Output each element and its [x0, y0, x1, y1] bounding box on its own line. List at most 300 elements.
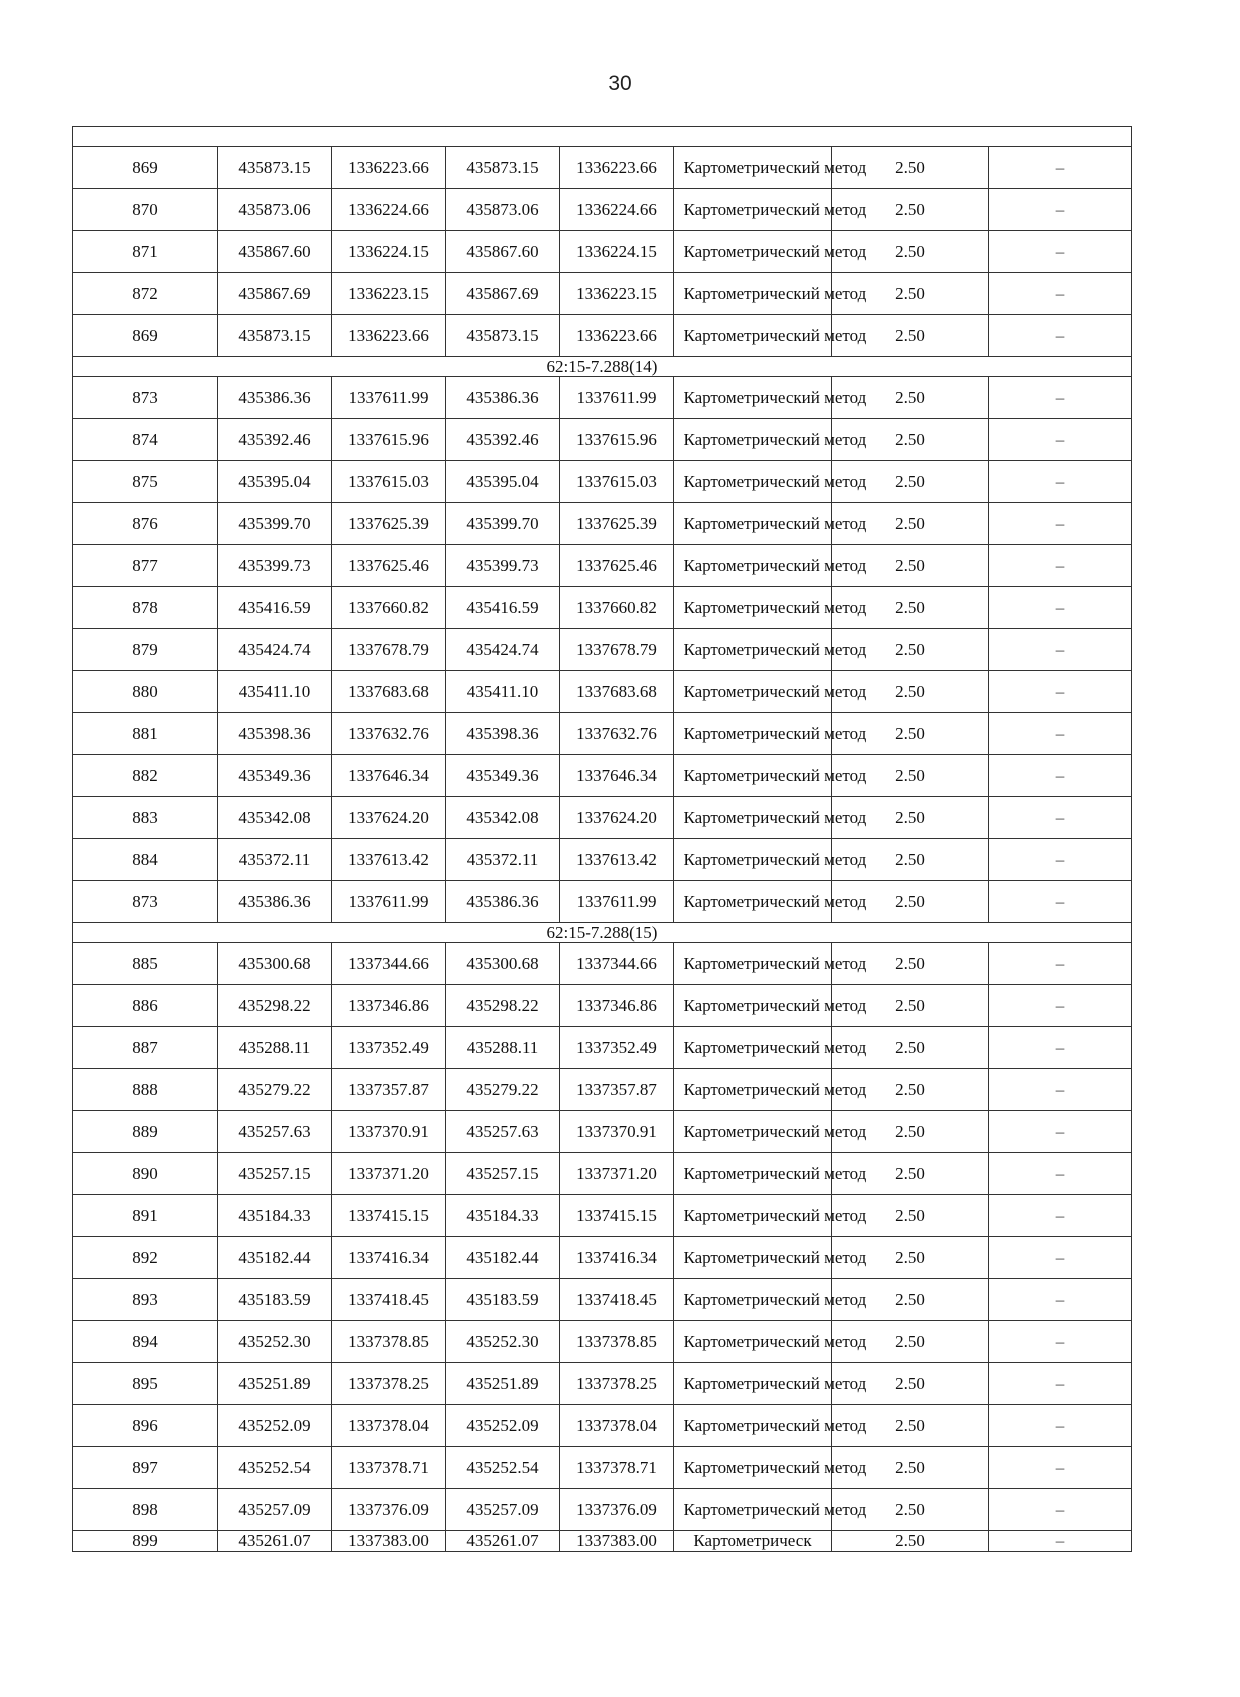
method-text: Картометрический метод [683, 1374, 867, 1393]
section-header-row [73, 357, 1132, 377]
y-existing-cell: 1337632.76 [332, 713, 446, 755]
description-cell: – [989, 503, 1132, 545]
method-cell [674, 545, 867, 587]
method-text: Картометрический метод [683, 1332, 867, 1351]
table-row [73, 1489, 1132, 1531]
y-refined-cell: 1337416.34 [560, 1237, 674, 1279]
x-existing-cell: 435867.69 [218, 273, 332, 315]
method-cell [674, 231, 867, 273]
accuracy-cell: 2.50 [832, 671, 989, 713]
x-refined-cell: 435252.09 [446, 1405, 560, 1447]
method-text: Картометрический метод [683, 892, 867, 911]
y-existing-cell: 1337678.79 [332, 629, 446, 671]
accuracy-cell: 2.50 [832, 273, 989, 315]
section-label: 62:15-7.288(14) [73, 357, 1132, 377]
x-existing-cell: 435424.74 [218, 629, 332, 671]
y-existing-cell: 1337615.03 [332, 461, 446, 503]
y-refined-cell: 1337613.42 [560, 839, 674, 881]
y-refined-cell: 1337346.86 [560, 985, 674, 1027]
point-number-cell: 877 [73, 545, 218, 587]
table-row [73, 671, 1132, 713]
description-cell: – [989, 377, 1132, 419]
method-cell [674, 419, 867, 461]
point-number-cell: 876 [73, 503, 218, 545]
point-number-cell: 879 [73, 629, 218, 671]
x-existing-cell: 435298.22 [218, 985, 332, 1027]
table-row [73, 1069, 1132, 1111]
y-existing-cell: 1337371.20 [332, 1153, 446, 1195]
accuracy-cell: 2.50 [832, 377, 989, 419]
method-cell [674, 147, 867, 189]
point-number-cell: 887 [73, 1027, 218, 1069]
x-refined-cell: 435873.06 [446, 189, 560, 231]
table-blank-row [73, 127, 1132, 147]
method-text: Картометрический метод [683, 388, 867, 407]
table-row [73, 985, 1132, 1027]
y-refined-cell: 1337660.82 [560, 587, 674, 629]
y-existing-cell: 1337378.04 [332, 1405, 446, 1447]
y-refined-cell: 1337632.76 [560, 713, 674, 755]
description-cell: – [989, 587, 1132, 629]
table-row [73, 1111, 1132, 1153]
method-cell [674, 189, 867, 231]
x-existing-cell: 435257.09 [218, 1489, 332, 1531]
y-refined-cell: 1337370.91 [560, 1111, 674, 1153]
point-number-cell: 898 [73, 1489, 218, 1531]
y-refined-cell: 1337357.87 [560, 1069, 674, 1111]
point-number-cell: 869 [73, 147, 218, 189]
point-number-cell: 895 [73, 1363, 218, 1405]
table-row [73, 797, 1132, 839]
accuracy-cell: 2.50 [832, 189, 989, 231]
y-existing-cell: 1337344.66 [332, 943, 446, 985]
method-cell [674, 713, 867, 755]
y-existing-cell: 1337378.85 [332, 1321, 446, 1363]
table-row [73, 1153, 1132, 1195]
table-row [73, 1447, 1132, 1489]
y-existing-cell: 1337357.87 [332, 1069, 446, 1111]
accuracy-cell: 2.50 [832, 1447, 989, 1489]
table-row [73, 503, 1132, 545]
x-existing-cell: 435349.36 [218, 755, 332, 797]
y-refined-cell: 1337646.34 [560, 755, 674, 797]
accuracy-cell: 2.50 [832, 1027, 989, 1069]
point-number-cell: 890 [73, 1153, 218, 1195]
x-refined-cell: 435252.54 [446, 1447, 560, 1489]
description-cell: – [989, 1279, 1132, 1321]
coordinates-table [72, 126, 1132, 1552]
method-cell [674, 1531, 832, 1552]
point-number-cell: 873 [73, 881, 218, 923]
x-refined-cell: 435261.07 [446, 1531, 560, 1552]
x-existing-cell: 435279.22 [218, 1069, 332, 1111]
y-refined-cell: 1337378.71 [560, 1447, 674, 1489]
method-cell [674, 1027, 867, 1069]
table-row [73, 461, 1132, 503]
x-existing-cell: 435300.68 [218, 943, 332, 985]
x-refined-cell: 435873.15 [446, 315, 560, 357]
method-text: Картометрический метод [683, 1080, 867, 1099]
accuracy-cell: 2.50 [832, 1321, 989, 1363]
y-existing-cell: 1337376.09 [332, 1489, 446, 1531]
description-cell: – [989, 1153, 1132, 1195]
table-row [73, 315, 1132, 357]
description-cell: – [989, 147, 1132, 189]
y-refined-cell: 1337371.20 [560, 1153, 674, 1195]
y-refined-cell: 1337378.04 [560, 1405, 674, 1447]
y-existing-cell: 1337660.82 [332, 587, 446, 629]
x-refined-cell: 435300.68 [446, 943, 560, 985]
table-row [73, 1027, 1132, 1069]
x-existing-cell: 435342.08 [218, 797, 332, 839]
method-text: Картометрический метод [683, 158, 867, 177]
point-number-cell: 880 [73, 671, 218, 713]
x-existing-cell: 435184.33 [218, 1195, 332, 1237]
accuracy-cell: 2.50 [832, 315, 989, 357]
method-text: Картометрический метод [683, 556, 867, 575]
method-text: Картометрический метод [683, 1164, 867, 1183]
method-cell [674, 587, 867, 629]
y-refined-cell: 1337383.00 [560, 1531, 674, 1552]
table-row [73, 377, 1132, 419]
table-row [73, 189, 1132, 231]
y-refined-cell: 1337625.46 [560, 545, 674, 587]
method-text: Картометрический метод [683, 850, 867, 869]
y-existing-cell: 1337378.71 [332, 1447, 446, 1489]
accuracy-cell: 2.50 [832, 755, 989, 797]
description-cell: – [989, 1447, 1132, 1489]
method-cell [674, 1069, 867, 1111]
table-row [73, 1531, 1132, 1552]
point-number-cell: 884 [73, 839, 218, 881]
y-refined-cell: 1337625.39 [560, 503, 674, 545]
method-text: Картометрическ [693, 1531, 812, 1550]
description-cell: – [989, 881, 1132, 923]
y-refined-cell: 1336223.66 [560, 147, 674, 189]
description-cell: – [989, 1363, 1132, 1405]
table-row [73, 1405, 1132, 1447]
table-row [73, 1363, 1132, 1405]
point-number-cell: 869 [73, 315, 218, 357]
method-text: Картометрический метод [683, 996, 867, 1015]
y-refined-cell: 1337378.85 [560, 1321, 674, 1363]
x-refined-cell: 435867.60 [446, 231, 560, 273]
point-number-cell: 896 [73, 1405, 218, 1447]
point-number-cell: 886 [73, 985, 218, 1027]
x-existing-cell: 435416.59 [218, 587, 332, 629]
point-number-cell: 891 [73, 1195, 218, 1237]
method-text: Картометрический метод [683, 284, 867, 303]
description-cell: – [989, 461, 1132, 503]
method-text: Картометрический метод [683, 1416, 867, 1435]
x-existing-cell: 435183.59 [218, 1279, 332, 1321]
description-cell: – [989, 943, 1132, 985]
x-refined-cell: 435251.89 [446, 1363, 560, 1405]
method-cell [674, 503, 867, 545]
y-refined-cell: 1336224.66 [560, 189, 674, 231]
x-existing-cell: 435399.73 [218, 545, 332, 587]
y-refined-cell: 1337352.49 [560, 1027, 674, 1069]
point-number-cell: 874 [73, 419, 218, 461]
method-text: Картометрический метод [683, 640, 867, 659]
x-existing-cell: 435252.30 [218, 1321, 332, 1363]
table-row [73, 881, 1132, 923]
method-text: Картометрический метод [683, 682, 867, 701]
method-cell [674, 943, 867, 985]
x-refined-cell: 435386.36 [446, 881, 560, 923]
description-cell: – [989, 1195, 1132, 1237]
point-number-cell: 893 [73, 1279, 218, 1321]
y-refined-cell: 1337615.03 [560, 461, 674, 503]
table-row [73, 1321, 1132, 1363]
method-text: Картометрический метод [683, 954, 867, 973]
x-existing-cell: 435261.07 [218, 1531, 332, 1552]
method-text: Картометрический метод [683, 1458, 867, 1477]
point-number-cell: 872 [73, 273, 218, 315]
accuracy-cell: 2.50 [832, 1531, 989, 1552]
y-existing-cell: 1337418.45 [332, 1279, 446, 1321]
x-refined-cell: 435424.74 [446, 629, 560, 671]
x-existing-cell: 435395.04 [218, 461, 332, 503]
method-cell [674, 461, 867, 503]
table-row [73, 587, 1132, 629]
description-cell: – [989, 755, 1132, 797]
x-existing-cell: 435398.36 [218, 713, 332, 755]
accuracy-cell: 2.50 [832, 1153, 989, 1195]
method-text: Картометрический метод [683, 1500, 867, 1519]
point-number-cell: 894 [73, 1321, 218, 1363]
x-existing-cell: 435399.70 [218, 503, 332, 545]
x-existing-cell: 435257.63 [218, 1111, 332, 1153]
description-cell: – [989, 545, 1132, 587]
blank-cell [73, 127, 1132, 147]
accuracy-cell: 2.50 [832, 545, 989, 587]
page-number: 30 [608, 72, 632, 95]
table-row [73, 1279, 1132, 1321]
method-cell [674, 755, 867, 797]
accuracy-cell: 2.50 [832, 713, 989, 755]
y-refined-cell: 1336223.66 [560, 315, 674, 357]
table-row [73, 839, 1132, 881]
accuracy-cell: 2.50 [832, 1237, 989, 1279]
y-existing-cell: 1336223.15 [332, 273, 446, 315]
description-cell: – [989, 671, 1132, 713]
x-refined-cell: 435182.44 [446, 1237, 560, 1279]
y-existing-cell: 1337615.96 [332, 419, 446, 461]
description-cell: – [989, 1111, 1132, 1153]
method-cell [674, 985, 867, 1027]
method-cell [674, 881, 867, 923]
accuracy-cell: 2.50 [832, 587, 989, 629]
x-existing-cell: 435411.10 [218, 671, 332, 713]
accuracy-cell: 2.50 [832, 1405, 989, 1447]
accuracy-cell: 2.50 [832, 797, 989, 839]
method-cell [674, 315, 867, 357]
method-text: Картометрический метод [683, 1038, 867, 1057]
x-refined-cell: 435395.04 [446, 461, 560, 503]
method-text: Картометрический метод [683, 808, 867, 827]
y-existing-cell: 1336224.15 [332, 231, 446, 273]
point-number-cell: 892 [73, 1237, 218, 1279]
description-cell: – [989, 797, 1132, 839]
method-cell [674, 273, 867, 315]
y-refined-cell: 1337376.09 [560, 1489, 674, 1531]
point-number-cell: 871 [73, 231, 218, 273]
table-row [73, 147, 1132, 189]
y-existing-cell: 1337611.99 [332, 881, 446, 923]
y-existing-cell: 1337683.68 [332, 671, 446, 713]
method-cell [674, 1489, 867, 1531]
x-existing-cell: 435372.11 [218, 839, 332, 881]
accuracy-cell: 2.50 [832, 881, 989, 923]
method-cell [674, 1363, 867, 1405]
x-existing-cell: 435182.44 [218, 1237, 332, 1279]
y-refined-cell: 1337378.25 [560, 1363, 674, 1405]
table-row [73, 713, 1132, 755]
method-text: Картометрический метод [683, 1206, 867, 1225]
x-refined-cell: 435399.73 [446, 545, 560, 587]
x-refined-cell: 435279.22 [446, 1069, 560, 1111]
method-text: Картометрический метод [683, 724, 867, 743]
method-cell [674, 377, 867, 419]
x-existing-cell: 435252.54 [218, 1447, 332, 1489]
method-text: Картометрический метод [683, 598, 867, 617]
point-number-cell: 899 [73, 1531, 218, 1552]
x-refined-cell: 435392.46 [446, 419, 560, 461]
x-refined-cell: 435252.30 [446, 1321, 560, 1363]
x-refined-cell: 435399.70 [446, 503, 560, 545]
x-existing-cell: 435386.36 [218, 881, 332, 923]
x-existing-cell: 435257.15 [218, 1153, 332, 1195]
method-text: Картометрический метод [683, 514, 867, 533]
method-text: Картометрический метод [683, 1122, 867, 1141]
description-cell: – [989, 1531, 1132, 1552]
description-cell: – [989, 629, 1132, 671]
y-existing-cell: 1337383.00 [332, 1531, 446, 1552]
accuracy-cell: 2.50 [832, 1069, 989, 1111]
y-refined-cell: 1337611.99 [560, 881, 674, 923]
description-cell: – [989, 713, 1132, 755]
description-cell: – [989, 1489, 1132, 1531]
y-existing-cell: 1337352.49 [332, 1027, 446, 1069]
x-existing-cell: 435251.89 [218, 1363, 332, 1405]
accuracy-cell: 2.50 [832, 943, 989, 985]
accuracy-cell: 2.50 [832, 1489, 989, 1531]
table-row [73, 545, 1132, 587]
point-number-cell: 878 [73, 587, 218, 629]
table-row [73, 419, 1132, 461]
method-cell [674, 1153, 867, 1195]
x-refined-cell: 435416.59 [446, 587, 560, 629]
table-row [73, 629, 1132, 671]
y-refined-cell: 1337615.96 [560, 419, 674, 461]
x-refined-cell: 435257.15 [446, 1153, 560, 1195]
point-number-cell: 875 [73, 461, 218, 503]
method-cell [674, 839, 867, 881]
y-refined-cell: 1337683.68 [560, 671, 674, 713]
description-cell: – [989, 1027, 1132, 1069]
description-cell: – [989, 839, 1132, 881]
point-number-cell: 882 [73, 755, 218, 797]
y-existing-cell: 1337624.20 [332, 797, 446, 839]
x-refined-cell: 435288.11 [446, 1027, 560, 1069]
point-number-cell: 888 [73, 1069, 218, 1111]
accuracy-cell: 2.50 [832, 503, 989, 545]
table-row [73, 943, 1132, 985]
method-cell [674, 629, 867, 671]
x-refined-cell: 435184.33 [446, 1195, 560, 1237]
method-cell [674, 1195, 867, 1237]
point-number-cell: 889 [73, 1111, 218, 1153]
description-cell: – [989, 1237, 1132, 1279]
method-cell [674, 1405, 867, 1447]
x-refined-cell: 435398.36 [446, 713, 560, 755]
y-refined-cell: 1337418.45 [560, 1279, 674, 1321]
y-refined-cell: 1337624.20 [560, 797, 674, 839]
description-cell: – [989, 985, 1132, 1027]
y-refined-cell: 1337678.79 [560, 629, 674, 671]
method-cell [674, 671, 867, 713]
method-text: Картометрический метод [683, 242, 867, 261]
table-body [73, 127, 1132, 1552]
y-refined-cell: 1337415.15 [560, 1195, 674, 1237]
accuracy-cell: 2.50 [832, 629, 989, 671]
method-text: Картометрический метод [683, 200, 867, 219]
y-existing-cell: 1337346.86 [332, 985, 446, 1027]
point-number-cell: 873 [73, 377, 218, 419]
method-cell [674, 797, 867, 839]
point-number-cell: 870 [73, 189, 218, 231]
y-existing-cell: 1337611.99 [332, 377, 446, 419]
x-existing-cell: 435288.11 [218, 1027, 332, 1069]
accuracy-cell: 2.50 [832, 839, 989, 881]
table-row [73, 231, 1132, 273]
y-existing-cell: 1337378.25 [332, 1363, 446, 1405]
method-cell [674, 1111, 867, 1153]
x-existing-cell: 435252.09 [218, 1405, 332, 1447]
y-existing-cell: 1337625.46 [332, 545, 446, 587]
description-cell: – [989, 419, 1132, 461]
method-cell [674, 1447, 867, 1489]
accuracy-cell: 2.50 [832, 419, 989, 461]
accuracy-cell: 2.50 [832, 147, 989, 189]
accuracy-cell: 2.50 [832, 1279, 989, 1321]
description-cell: – [989, 189, 1132, 231]
method-text: Картометрический метод [683, 1248, 867, 1267]
x-refined-cell: 435873.15 [446, 147, 560, 189]
method-text: Картометрический метод [683, 766, 867, 785]
accuracy-cell: 2.50 [832, 461, 989, 503]
description-cell: – [989, 273, 1132, 315]
x-existing-cell: 435386.36 [218, 377, 332, 419]
method-text: Картометрический метод [683, 430, 867, 449]
method-cell [674, 1321, 867, 1363]
x-existing-cell: 435392.46 [218, 419, 332, 461]
accuracy-cell: 2.50 [832, 1111, 989, 1153]
method-cell [674, 1279, 867, 1321]
point-number-cell: 881 [73, 713, 218, 755]
accuracy-cell: 2.50 [832, 1195, 989, 1237]
y-existing-cell: 1337646.34 [332, 755, 446, 797]
x-refined-cell: 435349.36 [446, 755, 560, 797]
description-cell: – [989, 231, 1132, 273]
y-refined-cell: 1336224.15 [560, 231, 674, 273]
x-refined-cell: 435257.09 [446, 1489, 560, 1531]
y-existing-cell: 1337613.42 [332, 839, 446, 881]
x-refined-cell: 435411.10 [446, 671, 560, 713]
x-existing-cell: 435873.15 [218, 315, 332, 357]
y-existing-cell: 1337416.34 [332, 1237, 446, 1279]
